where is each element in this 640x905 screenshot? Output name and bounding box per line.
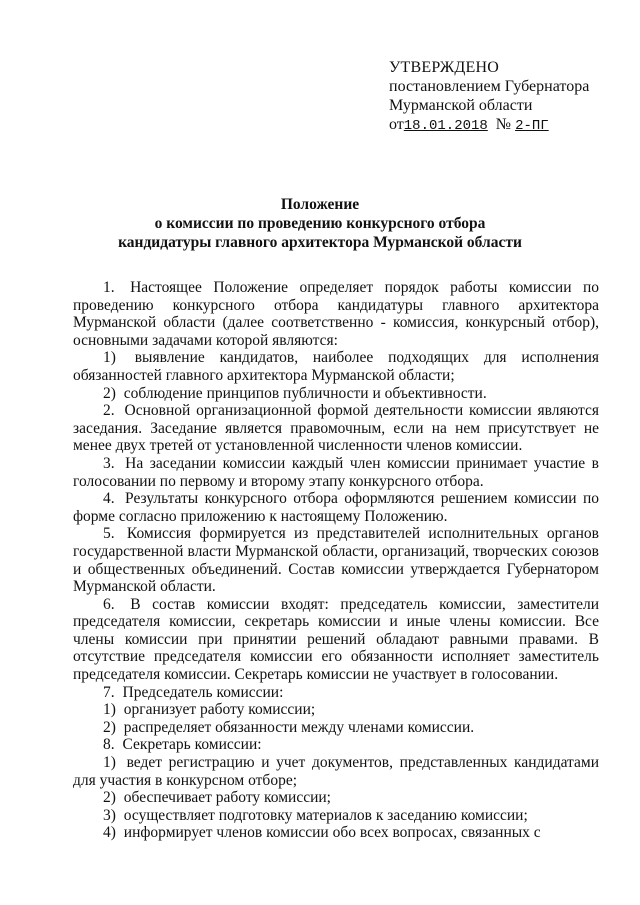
number-prefix: № <box>495 116 512 133</box>
paragraph-number: 2) <box>103 384 116 402</box>
paragraph-number: 1. <box>103 279 115 296</box>
title-line-2: о комиссии по проведению конкурсного отбора <box>154 215 486 232</box>
approval-line-2: Мурманской области <box>389 97 533 114</box>
paragraph <box>73 736 599 754</box>
paragraph-text: распределяет обязанности между членами комиссии. <box>123 718 475 736</box>
paragraph <box>73 754 599 789</box>
paragraph-text: Основной организационной формой деятельности комиссии являются заседания. Заседание является правомочным, если на нем присутствует не менее двух третей от установленной численности членов комиссии. <box>73 402 599 455</box>
paragraph-number: 4. <box>103 490 115 508</box>
paragraph-number: 8. <box>103 736 115 754</box>
paragraph-number: 2) <box>103 718 116 736</box>
approval-line-1: постановлением Губернатора <box>389 78 590 95</box>
paragraph-text: На заседании комиссии каждый член комиссии принимает участие в голосовании по первому и второму этапу конкурсного отбора. <box>73 454 600 490</box>
paragraph <box>73 490 599 525</box>
title-line-1: Положение <box>280 196 360 213</box>
paragraph-number: 1) <box>103 701 116 719</box>
paragraph <box>73 719 599 737</box>
paragraph-text: Комиссия формируется из представителей исполнительных органов государственной власти Мурманской области, организаций, творческих союзов и общественных объединений. Состав комиссии утверждается Губернатором Мурманской области. <box>73 525 600 596</box>
paragraph <box>73 701 599 719</box>
paragraph <box>73 455 599 490</box>
paragraph <box>73 684 599 702</box>
paragraph-text: Настоящее Положение определяет порядок работы комиссии по проведению конкурсного отбора кандидатуры главного архитектора Мурманской области (далее соответственно - комиссия, конкурсный отбор), основными задачами которой являются: <box>73 279 599 349</box>
paragraph <box>73 789 599 807</box>
paragraph-text: В состав комиссии входят: председатель комиссии, заместители председателя комиссии, секретарь комиссии и иные члены комиссии. Все члены комиссии при принятии решений обладают равными правами. В отсутствие председателя комиссии его обязанности исполняет заместитель председателя комиссии. Секретарь комиссии не участвует в голосовании. <box>73 595 599 684</box>
paragraph-number: 1) <box>103 754 116 772</box>
paragraph-number: 3) <box>103 806 116 824</box>
decree-number: 2-ПГ <box>515 118 549 134</box>
paragraph <box>73 525 599 595</box>
paragraph-text: Результаты конкурсного отбора оформляются решением комиссии по форме согласно приложению к настоящему Положению. <box>73 490 599 525</box>
paragraph-number: 2) <box>103 789 116 807</box>
date-prefix: от <box>389 116 404 133</box>
paragraph-text: осуществляет подготовку материалов к заседанию комиссии; <box>123 806 528 824</box>
paragraph-text: информирует членов комиссии обо всех вопросах, связанных с <box>123 824 541 842</box>
paragraph-text: выявление кандидатов, наиболее подходящих для исполнения обязанностей главного архитектора Мурманской области; <box>73 349 600 384</box>
paragraph-text: Секретарь комиссии: <box>122 736 262 754</box>
document-body <box>73 279 599 842</box>
paragraph <box>73 385 599 403</box>
title-line-3: кандидатуры главного архитектора Мурманской области <box>118 234 522 251</box>
decree-date: 18.01.2018 <box>403 118 488 134</box>
paragraph-text: организует работу комиссии; <box>123 701 316 719</box>
paragraph-number: 4) <box>103 824 116 842</box>
paragraph <box>73 349 599 384</box>
paragraph-number: 7. <box>103 683 115 701</box>
document-title <box>60 195 580 252</box>
paragraph-number: 2. <box>103 402 115 420</box>
paragraph-text: соблюдение принципов публичности и объективности. <box>123 384 487 402</box>
paragraph <box>73 824 599 842</box>
paragraph-text: Председатель комиссии: <box>122 683 284 701</box>
paragraph <box>73 596 599 684</box>
decree-date-number <box>389 115 619 136</box>
approval-stamp <box>389 58 619 136</box>
paragraph-number: 6. <box>103 595 115 613</box>
paragraph <box>73 807 599 825</box>
paragraph-text: ведет регистрацию и учет документов, представленных кандидатами для участия в конкурсном отборе; <box>73 754 600 789</box>
paragraph <box>73 279 599 349</box>
approved-label: УТВЕРЖДЕНО <box>389 59 500 76</box>
paragraph-number: 3. <box>103 454 115 472</box>
paragraph-text: обеспечивает работу комиссии; <box>123 789 331 807</box>
paragraph-number: 5. <box>103 525 115 543</box>
paragraph <box>73 402 599 455</box>
paragraph-number: 1) <box>103 349 116 367</box>
